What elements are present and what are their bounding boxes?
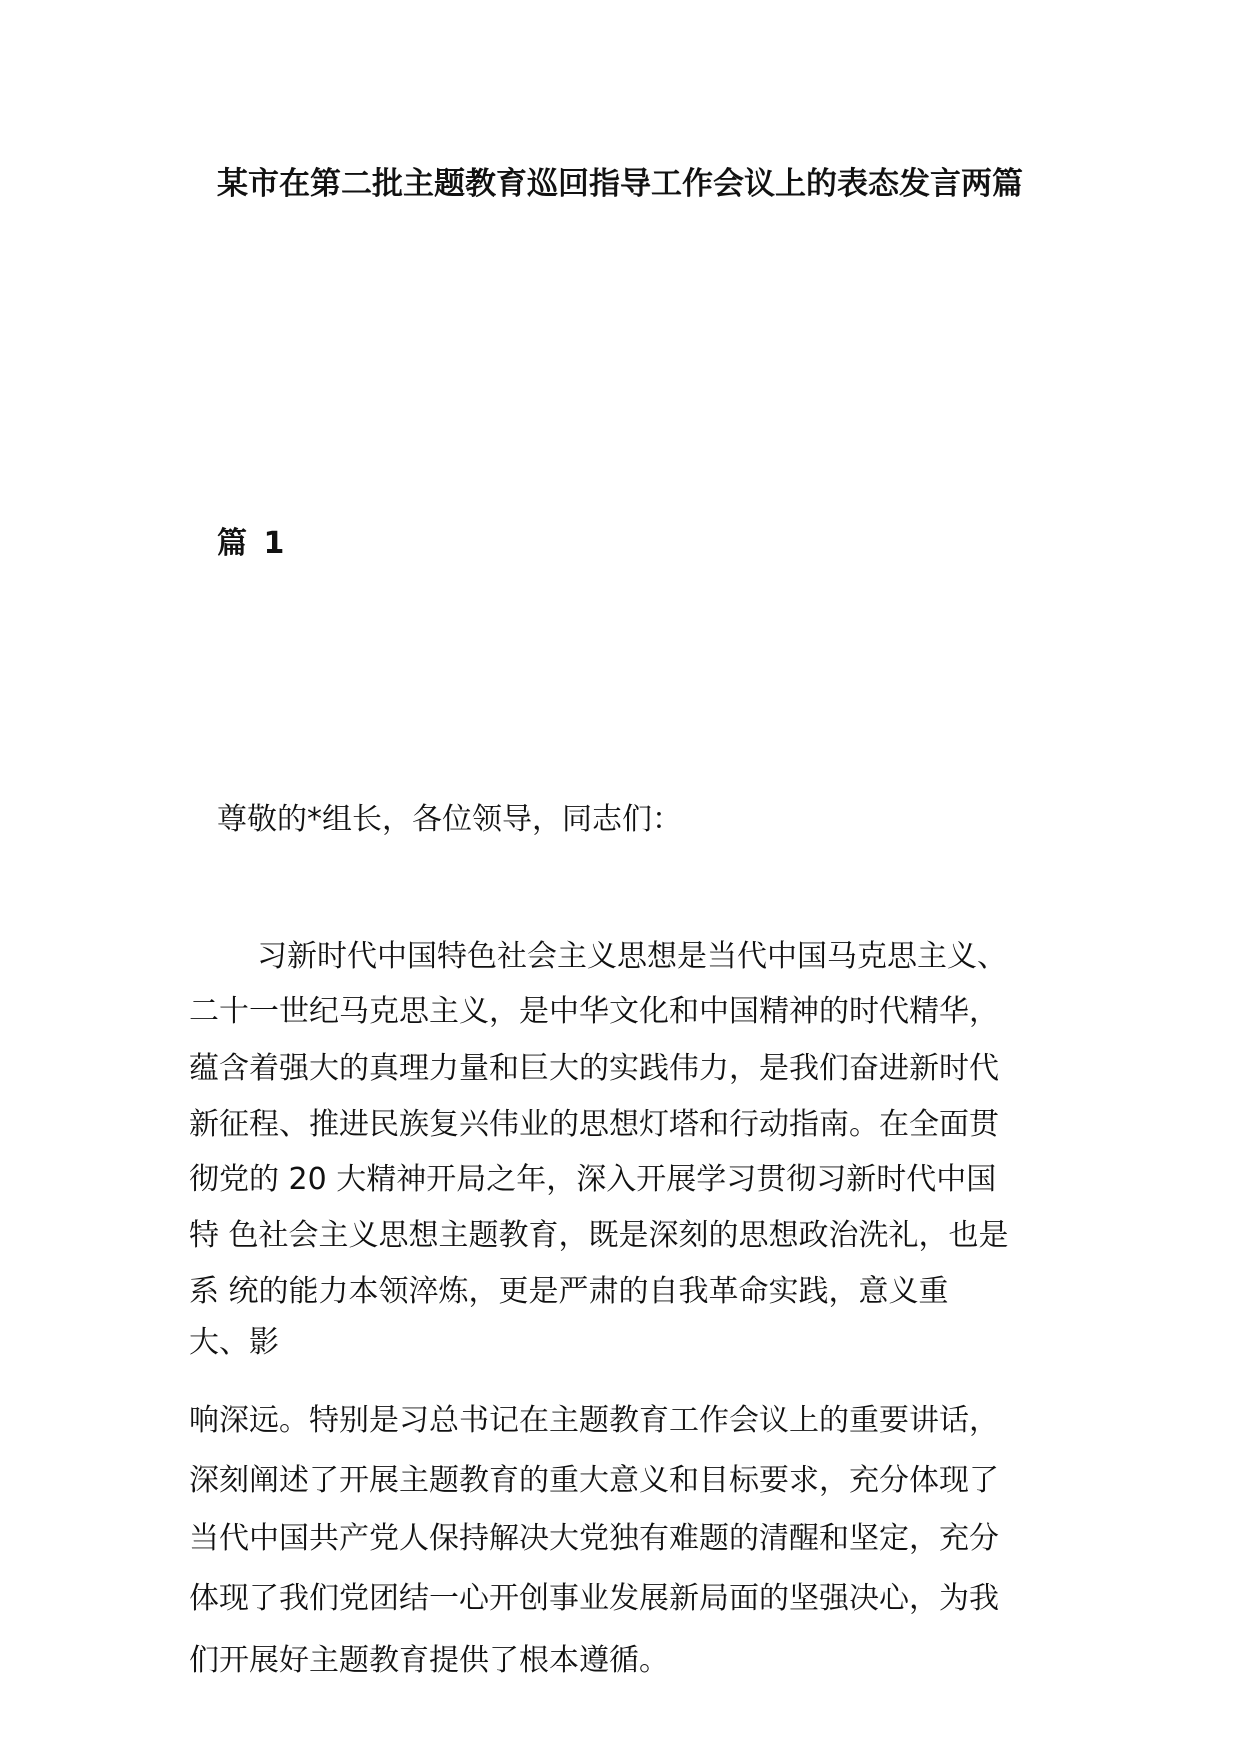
- body-line: 特 色社会主义思想主题教育，既是深刻的思想政治洗礼，也是: [189, 1218, 1009, 1253]
- body-line: 二十一世纪马克思主义，是中华文化和中国精神的时代精华，: [189, 994, 999, 1029]
- body-line: 彻党的 20 大精神开局之年，深入开展学习贯彻习新时代中国: [189, 1162, 997, 1197]
- body-line: 响深远。特别是习总书记在主题教育工作会议上的重要讲话，: [189, 1403, 999, 1438]
- body-line: 当代中国共产党人保持解决大党独有难题的清醒和坚定，充分: [189, 1521, 999, 1556]
- body-line: 深刻阐述了开展主题教育的重大意义和目标要求，充分体现了: [189, 1463, 999, 1498]
- section-heading: 篇 1: [217, 526, 285, 561]
- body-line: 系 统的能力本领淬炼，更是严肃的自我革命实践，意义重: [189, 1274, 949, 1309]
- document-title: 某市在第二批主题教育巡回指导工作会议上的表态发言两篇: [217, 166, 1023, 202]
- body-line: 体现了我们党团结一心开创事业发展新局面的坚强决心，为我: [189, 1581, 999, 1616]
- body-line: 大、影: [189, 1325, 279, 1360]
- body-line: 蕴含着强大的真理力量和巨大的实践伟力，是我们奋进新时代: [189, 1051, 999, 1086]
- salutation: 尊敬的*组长，各位领导，同志们：: [217, 802, 682, 837]
- body-line: 新征程、推进民族复兴伟业的思想灯塔和行动指南。在全面贯: [189, 1107, 999, 1142]
- body-line: 习新时代中国特色社会主义思想是当代中国马克思主义、: [257, 939, 1007, 974]
- body-line: 们开展好主题教育提供了根本遵循。: [189, 1643, 669, 1678]
